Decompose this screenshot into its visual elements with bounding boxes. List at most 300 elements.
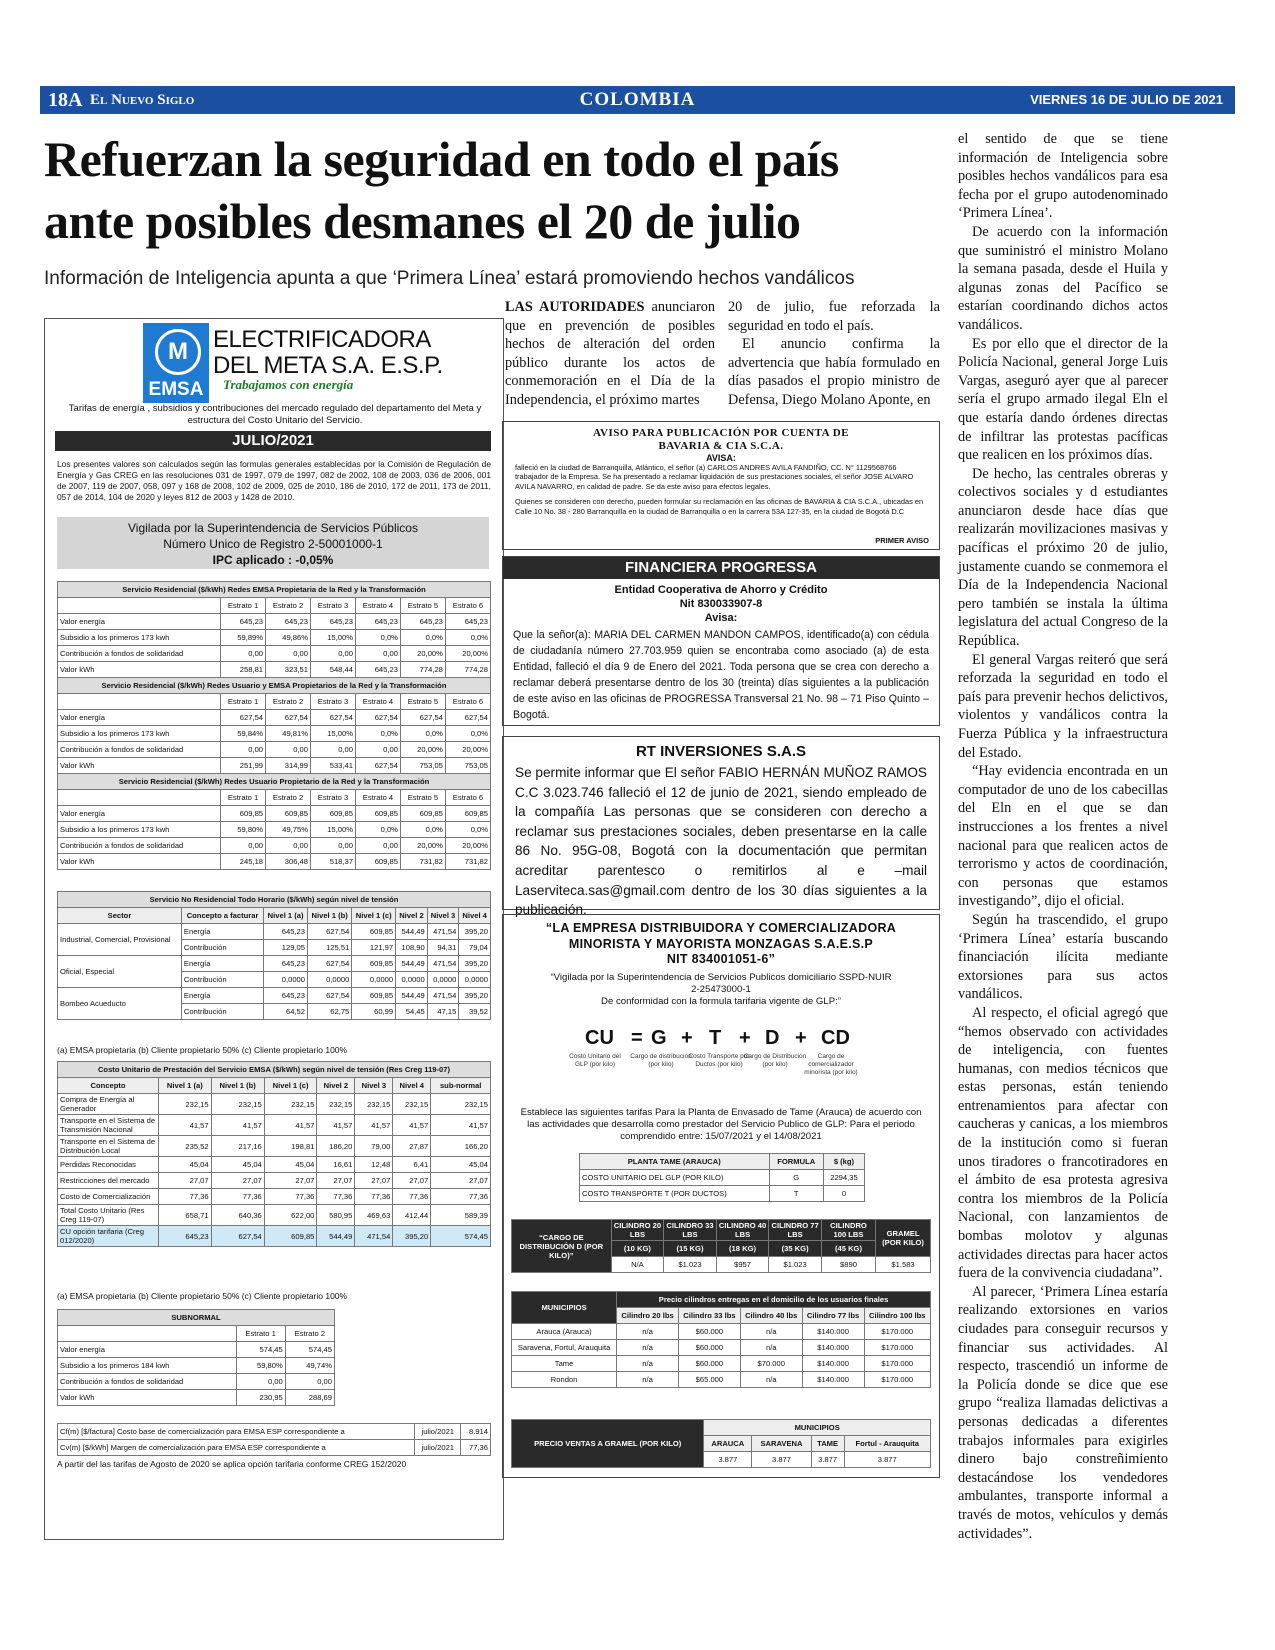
table-header-cell: Estrato 1 xyxy=(221,598,266,614)
page-header-bar xyxy=(40,86,1235,114)
table-row xyxy=(58,806,491,822)
progressa-title: FINANCIERA PROGRESSA xyxy=(503,557,939,579)
table-cell: $60.000 xyxy=(678,1324,740,1340)
table-header-cell: Estrato 4 xyxy=(355,790,400,806)
table-cell: 232,15 xyxy=(211,1094,264,1115)
table-row xyxy=(512,1324,931,1340)
table-cell: 645,23 xyxy=(159,1226,212,1247)
table-cell: n/a xyxy=(617,1356,679,1372)
row-label: Cf(m) [$/factura] Costo base de comercialización para EMSA ESP correspondiente a xyxy=(58,1424,415,1440)
table-cell: 645,23 xyxy=(264,956,308,972)
table-cell: n/a xyxy=(740,1340,802,1356)
table-cell: 217,16 xyxy=(211,1136,264,1157)
table-cell: 15,00% xyxy=(311,726,356,742)
headline-line-1: Refuerzan la seguridad en todo el país xyxy=(44,131,839,187)
table-cell: 27,07 xyxy=(159,1173,212,1189)
table-header-cell: Nivel 3 xyxy=(427,908,459,924)
table-cell: 469,63 xyxy=(355,1205,393,1226)
article-paragraph: De acuerdo con la información que suministró el ministro Molano la semana pasada, desde el Huila y algunas zonas del Pacífico se estarían coordinando dichos actos vandálicos. xyxy=(958,223,1168,333)
table-cell: 77,36 xyxy=(355,1189,393,1205)
row-label: Contribución a fondos de solidaridad xyxy=(58,646,221,662)
table-cell: $170.000 xyxy=(864,1356,930,1372)
cu-legend: (a) EMSA propietaria (b) Cliente propietario 50% (c) Cliente propietario 100% xyxy=(57,1291,348,1301)
table-header-cell: Cilindro 40 lbs xyxy=(740,1308,802,1324)
table-header-cell: Cilindro 100 lbs xyxy=(864,1308,930,1324)
municipio-name: Tame xyxy=(512,1356,617,1372)
municipios-label: MUNICIPIOS xyxy=(512,1292,617,1324)
table-cell: 395,20 xyxy=(459,924,491,940)
table-cell: 609,85 xyxy=(352,956,396,972)
table-cell: $1.023 xyxy=(664,1257,717,1273)
table-header-cell: CILINDRO 100 LBS xyxy=(821,1220,875,1241)
table-header-cell: Estrato 6 xyxy=(445,790,490,806)
distribution-charge-table xyxy=(511,1219,931,1273)
table-cell: 658,71 xyxy=(159,1205,212,1226)
table-cell: 0,0% xyxy=(400,630,445,646)
table-cell: n/a xyxy=(740,1324,802,1340)
table-cell: N/A xyxy=(611,1257,664,1273)
table-cell: $140.000 xyxy=(802,1324,864,1340)
table-cell: 49,86% xyxy=(266,630,311,646)
concept-label: Restricciones del mercado xyxy=(58,1173,159,1189)
concept-label: Transporte en el Sistema de Distribución Local xyxy=(58,1136,159,1157)
table-row xyxy=(58,838,491,854)
table-cell: 412,44 xyxy=(393,1205,431,1226)
table-cell: 39,52 xyxy=(459,1004,491,1020)
bavaria-notice xyxy=(502,421,940,550)
formula-symbol: + xyxy=(795,1027,807,1049)
table-header-cell: Nivel 2 xyxy=(396,908,428,924)
table-cell: 645,23 xyxy=(445,614,490,630)
table-cell: 41,57 xyxy=(159,1115,212,1136)
table-cell: 27,07 xyxy=(317,1173,355,1189)
table-header-cell xyxy=(58,694,221,710)
article-column-3 xyxy=(958,130,1168,1543)
table-cell: 774,28 xyxy=(445,662,490,678)
emsa-vigil-line: Número Unico de Registro 2-50001000-1 xyxy=(163,537,383,551)
period-cell: julio/2021 xyxy=(415,1424,461,1440)
newspaper-name: El Nuevo Siglo xyxy=(90,92,195,108)
row-label: Valor kWh xyxy=(58,662,221,678)
table-cell: 0,00 xyxy=(311,838,356,854)
table-header-cell: FORMULA xyxy=(769,1154,823,1170)
monzagas-title-1: “LA EMPRESA DISTRIBUIDORA Y COMERCIALIZADORA xyxy=(545,921,897,935)
municipio-name: Rondon xyxy=(512,1372,617,1388)
table-row xyxy=(58,1173,491,1189)
table-header-cell: (45 KG) xyxy=(821,1241,875,1257)
table-header-cell: Estrato 4 xyxy=(355,598,400,614)
table-cell: 27,07 xyxy=(431,1173,491,1189)
sector-label: Oficial, Especial xyxy=(58,956,182,988)
table-cell: 395,20 xyxy=(393,1226,431,1247)
table-header-cell: SARAVENA xyxy=(752,1436,811,1452)
table-cell: 0,00 xyxy=(221,838,266,854)
concept-label: Contribución xyxy=(181,940,263,956)
emsa-slogan: Trabajamos con energía xyxy=(223,377,354,392)
cargo-label: “CARGO DE DISTRIBUCIÓN D (POR KILO)” xyxy=(512,1220,612,1273)
table-cell: 645,23 xyxy=(221,614,266,630)
table-header-cell: Nivel 1 (b) xyxy=(308,908,352,924)
table-header-cell: Estrato 1 xyxy=(236,1326,285,1342)
table-cell: 645,23 xyxy=(355,614,400,630)
table-cell: 108,90 xyxy=(396,940,428,956)
table-caption-row xyxy=(58,1062,491,1078)
table-cell: 609,85 xyxy=(355,854,400,870)
table-cell: 395,20 xyxy=(459,956,491,972)
table-cell: 232,15 xyxy=(393,1094,431,1115)
formula-symbol: CD xyxy=(821,1027,850,1049)
planta-table xyxy=(579,1153,865,1202)
table-header-cell: Estrato 5 xyxy=(400,598,445,614)
table-cell: 731,82 xyxy=(400,854,445,870)
table-row xyxy=(58,710,491,726)
table-cell: 0,0000 xyxy=(396,972,428,988)
table-row xyxy=(58,1358,335,1374)
formula-symbol: G xyxy=(651,1027,667,1049)
issue-date: VIERNES 16 DE JULIO DE 2021 xyxy=(1030,92,1223,107)
table-cell: n/a xyxy=(617,1372,679,1388)
table-cell: $65.000 xyxy=(678,1372,740,1388)
emsa-vigilance-box xyxy=(57,517,489,569)
table-cell: $170.000 xyxy=(864,1372,930,1388)
table-cell: 0,00 xyxy=(355,742,400,758)
table-cell: 20,00% xyxy=(445,838,490,854)
table-cell: 2294,35 xyxy=(823,1170,864,1186)
table-cell: 0,0000 xyxy=(264,972,308,988)
table-cell: 609,85 xyxy=(266,806,311,822)
table-cell: 314,99 xyxy=(266,758,311,774)
table-row xyxy=(58,1115,491,1136)
emsa-month: JULIO/2021 xyxy=(55,431,491,451)
progressa-subtitle: Entidad Cooperativa de Ahorro y Crédito xyxy=(614,584,828,596)
table-cell: 622,00 xyxy=(264,1205,317,1226)
row-label: Valor kWh xyxy=(58,1390,237,1406)
table-header-cell: Estrato 5 xyxy=(400,790,445,806)
article-column-2 xyxy=(728,298,940,410)
table-header-cell: Estrato 2 xyxy=(266,790,311,806)
table-cell: 471,54 xyxy=(427,924,459,940)
table-cell: 731,82 xyxy=(445,854,490,870)
table-cell: 627,54 xyxy=(355,758,400,774)
table-cell: 49,75% xyxy=(266,822,311,838)
table-cell: 645,23 xyxy=(311,614,356,630)
formula-symbol: D xyxy=(765,1027,780,1049)
table-cell: 251,99 xyxy=(221,758,266,774)
table-header-cell: CILINDRO 40 LBS xyxy=(716,1220,769,1241)
table-row xyxy=(58,1342,335,1358)
formula-label: Cargo de comercializador minorista (por kilo) xyxy=(804,1053,858,1076)
table-row xyxy=(58,630,491,646)
table-header-cell: (15 KG) xyxy=(664,1241,717,1257)
table-cell: 627,54 xyxy=(266,710,311,726)
table-cell: 3.877 xyxy=(704,1452,752,1468)
table-row xyxy=(58,1440,491,1456)
progressa-nit: Nit 830033907-8 xyxy=(679,598,763,610)
subheadline: Información de Inteligencia apunta a que ‘Primera Línea’ estará promoviendo hechos vandálicos xyxy=(44,268,855,289)
table-row xyxy=(58,854,491,870)
table-header-row xyxy=(512,1220,931,1241)
table-header-cell: $ (kg) xyxy=(823,1154,864,1170)
table-cell: 609,85 xyxy=(400,806,445,822)
headline-line-2: ante posibles desmanes el 20 de julio xyxy=(44,193,801,249)
table-cell: 235,52 xyxy=(159,1136,212,1157)
table-cell: 609,85 xyxy=(355,806,400,822)
table-cell: 548,44 xyxy=(311,662,356,678)
table-cell: 125,51 xyxy=(308,940,352,956)
emsa-name-line-2: DEL META S.A. E.S.P. xyxy=(213,352,443,379)
table-cell: 232,15 xyxy=(159,1094,212,1115)
table-cell: 77,36 xyxy=(393,1189,431,1205)
concept-label: Energía xyxy=(181,924,263,940)
table-cell: 627,54 xyxy=(311,710,356,726)
table-row xyxy=(58,726,491,742)
table-cell: 574,45 xyxy=(431,1226,491,1247)
table-cell: 27,07 xyxy=(393,1173,431,1189)
table-cell: 0,00 xyxy=(355,838,400,854)
table-cell: 20,00% xyxy=(400,646,445,662)
page-number: 18A xyxy=(48,89,83,111)
table-cell: $1.023 xyxy=(769,1257,822,1273)
table-header-row xyxy=(58,598,491,614)
table-cell: 77,36 xyxy=(431,1189,491,1205)
table-cell: 45,04 xyxy=(211,1157,264,1173)
table-header-cell: Cilindro 77 lbs xyxy=(802,1308,864,1324)
bavaria-avisa: AVISA: xyxy=(706,453,736,463)
municipio-name: Saravena, Fortul, Arauquita xyxy=(512,1340,617,1356)
table-cell: 258,81 xyxy=(221,662,266,678)
article-paragraph: 20 de julio, fue reforzada la seguridad en todo el país. xyxy=(728,299,940,334)
concept-label: Compra de Energía al Generador xyxy=(58,1094,159,1115)
table-cell: 41,57 xyxy=(431,1115,491,1136)
formula-symbol: CU xyxy=(585,1027,614,1049)
bavaria-footer: PRIMER AVISO xyxy=(875,536,929,545)
row-label: Valor energía xyxy=(58,806,221,822)
table-header-row xyxy=(580,1154,865,1170)
table-row xyxy=(58,1226,491,1247)
concept-label: Contribución xyxy=(181,1004,263,1020)
table-row xyxy=(580,1186,865,1202)
table-cell: 232,15 xyxy=(264,1094,317,1115)
table-header-cell: Estrato 1 xyxy=(221,694,266,710)
table-cell: 20,00% xyxy=(445,742,490,758)
table-header-row xyxy=(58,694,491,710)
table-caption-row xyxy=(58,774,491,790)
table-cell: $170.000 xyxy=(864,1340,930,1356)
emsa-logo-text: EMSA xyxy=(148,379,204,400)
table-header-cell: Nivel 1 (c) xyxy=(264,1078,317,1094)
table-cell: 627,54 xyxy=(445,710,490,726)
table-cell: 45,04 xyxy=(159,1157,212,1173)
table-cell: 62,75 xyxy=(308,1004,352,1020)
sector-label: Industrial, Comercial, Provisional xyxy=(58,924,182,956)
table-header-cell: Nivel 4 xyxy=(393,1078,431,1094)
table-cell: 580,95 xyxy=(317,1205,355,1226)
row-label: Subsidio a los primeros 173 kwh xyxy=(58,726,221,742)
row-label: Cv(m) [$/kWh] Margen de comercialización para EMSA ESP correspondiente a xyxy=(58,1440,415,1456)
table-cell: 627,54 xyxy=(400,710,445,726)
gramel-label: PRECIO VENTAS A GRAMEL (POR KILO) xyxy=(512,1420,704,1468)
table-cell: 544,49 xyxy=(396,956,428,972)
nores-legend: (a) EMSA propietaria (b) Cliente propietario 50% (c) Cliente propietario 100% xyxy=(57,1045,348,1055)
table-row xyxy=(58,1157,491,1173)
table-cell: 49,74% xyxy=(285,1358,334,1374)
table-cell: 59,80% xyxy=(221,822,266,838)
row-label: Valor energía xyxy=(58,614,221,630)
formula-label: Cargo de distribución (por kilo) xyxy=(630,1053,692,1068)
concept-label: Contribución xyxy=(181,972,263,988)
concept-label: CU opción tarifaria (Creg 012/2020) xyxy=(58,1226,159,1247)
monzagas-formula-intro: De conformidad con la formula tarifaria vigente de GLP:” xyxy=(601,995,841,1007)
subnormal-table xyxy=(57,1309,335,1406)
table-row xyxy=(58,1374,335,1390)
table-header-cell: ARAUCA xyxy=(704,1436,752,1452)
table-cell: 627,54 xyxy=(355,710,400,726)
table-caption: Precio cilindros entregas en el domicilio de los usuarios finales xyxy=(617,1292,931,1308)
table-caption: Servicio Residencial ($/kWh) Redes Usuario Propietario de la Red y la Transformación xyxy=(58,774,491,790)
bavaria-title-2: BAVARIA & CIA S.C.A. xyxy=(658,440,784,452)
table-cell: 20,00% xyxy=(445,646,490,662)
row-label: Subsidio a los primeros 184 kwh xyxy=(58,1358,237,1374)
value-cell: 77,36 xyxy=(461,1440,491,1456)
table-cell: 166,20 xyxy=(431,1136,491,1157)
article-paragraph: Al parecer, ‘Primera Línea estaría realizando extorsiones en varios ciudades para conseguir recursos y financiar sus actividades. Al respecto, trascendió un informe de la Policía donde se dice que ese grupo “realiza llamadas delictivas a personas dedicadas a diferentes trabajos informales para exigirles dinero bajo constreñimiento destacándose los vendedores ambulantes, transporte informal a través de motos, vehículos y demás actividades”. xyxy=(958,1283,1168,1542)
article-col1-text: anunciaron que en prevención de posibles hechos de alteración del orden público durante los actos de conmemoración en el Día de la Independencia, el próximo martes xyxy=(505,299,715,408)
table-cell: 645,23 xyxy=(264,924,308,940)
table-caption-row xyxy=(58,678,491,694)
table-row xyxy=(512,1356,931,1372)
emsa-logo xyxy=(143,323,209,403)
table-header-row xyxy=(58,1326,335,1342)
table-cell: 0,00 xyxy=(311,646,356,662)
article-paragraph: El anuncio confirma la advertencia que había formulado en días pasados el propio ministro de Defensa, Diego Molano Aponte, en xyxy=(728,336,940,408)
table-cell: 27,87 xyxy=(393,1136,431,1157)
table-cell: 627,54 xyxy=(308,924,352,940)
table-cell: 79,04 xyxy=(459,940,491,956)
table-cell: 41,57 xyxy=(264,1115,317,1136)
table-header-cell: Estrato 2 xyxy=(266,598,311,614)
table-cell: 288,69 xyxy=(285,1390,334,1406)
table-header-cell xyxy=(58,790,221,806)
rt-inversiones-notice xyxy=(502,736,940,918)
table-cell: 574,45 xyxy=(236,1342,285,1358)
table-cell: 27,07 xyxy=(211,1173,264,1189)
table-header-cell: Nivel 2 xyxy=(317,1078,355,1094)
table-row xyxy=(512,1372,931,1388)
emsa-ipc: IPC aplicado : -0,05% xyxy=(212,553,334,567)
table-cell: 232,15 xyxy=(431,1094,491,1115)
table-row xyxy=(58,646,491,662)
table-cell: 41,57 xyxy=(355,1115,393,1136)
table-caption: SUBNORMAL xyxy=(58,1310,335,1326)
bavaria-body-1: falleció en la ciudad de Barranquilla, Atlántico, el señor (a) CARLOS ANDRES AVILA FANDIÑO, CC. N° 1129568766 trabajador de la Empresa. Se ha presentado a reclamar liquidación de sus prestaciones sociales, el señor JOSE ALVARO AVILA NAVARRO, en calidad de padre. Se da este aviso para efectos legales. xyxy=(515,463,914,491)
table-cell: $140.000 xyxy=(802,1340,864,1356)
table-cell: 0,0000 xyxy=(308,972,352,988)
formula-symbol: + xyxy=(681,1027,693,1049)
article-paragraph: De hecho, las centrales obreras y colectivos sociales y d estudiantes anunciaron desde hace días que realizarán movilizaciones masivas y pacíficas el próximo 20 de julio, justamente cuando se conmemora el Día de la Independencia Nacional pero también se instala la última legislatura del actual Congreso de la República. xyxy=(958,465,1168,650)
gramel-price-table xyxy=(511,1419,931,1468)
row-label: Subsidio a los primeros 173 kwh xyxy=(58,822,221,838)
table-row xyxy=(58,1424,491,1440)
table-cell: 609,85 xyxy=(264,1226,317,1247)
table-header-row xyxy=(58,1078,491,1094)
table-row xyxy=(580,1170,865,1186)
article-paragraph: Al respecto, el oficial agregó que “hemos observado con actividades de inteligencia, con fuentes humanas, con medios técnicos que estas personas, están teniendo entrenamientos para afectar con caucheras y canicas, a los miembros de la institución como si fueran unos tiradores o francotiradores en el ámbito de esa protesta agresiva contra los miembros de la Policía Nacional, con lanzamientos de bombas molotov y algunas actividades directas para hacer actos fuera de la convivencia ciudadana”. xyxy=(958,1004,1168,1282)
row-label: Valor kWh xyxy=(58,758,221,774)
table-row xyxy=(58,1189,491,1205)
table-cell: 77,36 xyxy=(211,1189,264,1205)
table-caption: Costo Unitario de Prestación del Servicio EMSA ($/kWh) según nivel de tensión (Res Creg 119-07) xyxy=(58,1062,491,1078)
article-paragraph: Según ha trascendido, el grupo ‘Primera Línea’ estaría buscando financiación ilícita mediante extorsiones para sus actos vandálicos. xyxy=(958,911,1168,1003)
table-cell: 77,36 xyxy=(159,1189,212,1205)
table-caption-row xyxy=(512,1420,931,1436)
table-cell: 753,05 xyxy=(445,758,490,774)
table-cell: 15,00% xyxy=(311,630,356,646)
table-cell: 544,49 xyxy=(317,1226,355,1247)
table-cell: 323,51 xyxy=(266,662,311,678)
table-header-cell: Nivel 1 (b) xyxy=(211,1078,264,1094)
residential-tariff-table xyxy=(57,581,491,870)
sector-label: Bombeo Acueducto xyxy=(58,988,182,1020)
emsa-intro: Tarifas de energía , subsidios y contribuciones del mercado regulado del departamento del Meta y estructura del Costo Unitario del Servicio. xyxy=(68,403,482,426)
table-cell: 232,15 xyxy=(355,1094,393,1115)
formula-label: Cargo de Distribución (por kilo) xyxy=(743,1053,807,1068)
table-cell: 0,0% xyxy=(355,726,400,742)
progressa-notice xyxy=(502,556,940,726)
table-header-cell: Estrato 3 xyxy=(311,790,356,806)
table-row xyxy=(58,1136,491,1157)
table-cell: 6,41 xyxy=(393,1157,431,1173)
table-cell: 609,85 xyxy=(445,806,490,822)
formula-symbol: + xyxy=(739,1027,751,1049)
table-caption: Servicio No Residencial Todo Horario ($/kWh) según nivel de tensión xyxy=(58,892,491,908)
table-cell: 753,05 xyxy=(400,758,445,774)
table-cell: G xyxy=(769,1170,823,1186)
table-cell: 59,84% xyxy=(221,726,266,742)
table-cell: 232,15 xyxy=(317,1094,355,1115)
table-cell: 627,54 xyxy=(211,1226,264,1247)
table-cell: 645,23 xyxy=(266,614,311,630)
table-row xyxy=(58,1205,491,1226)
concept-label: Costo de Comercialización xyxy=(58,1189,159,1205)
table-cell: 0,00 xyxy=(221,742,266,758)
table-header-cell: Nivel 1 (a) xyxy=(159,1078,212,1094)
formula-label: Costo Transporte por Ductos (por kilo) xyxy=(688,1053,750,1068)
table-cell: 77,36 xyxy=(317,1189,355,1205)
table-cell: 544,49 xyxy=(396,988,428,1004)
table-cell: $60.000 xyxy=(678,1340,740,1356)
table-cell: 0,00 xyxy=(355,646,400,662)
article-paragraph: el sentido de que se tiene información de Inteligencia sobre posibles hechos vandálicos para esa fecha por el grupo autodenominado ‘Primera Línea’. xyxy=(958,131,1168,222)
table-header-cell: Estrato 2 xyxy=(266,694,311,710)
table-cell: 0,00 xyxy=(285,1374,334,1390)
table-cell: 0,00 xyxy=(221,646,266,662)
table-header-cell: Nivel 1 (c) xyxy=(352,908,396,924)
monzagas-vigil-code: 2-25473000-1 xyxy=(691,983,751,995)
section-name: COLOMBIA xyxy=(579,89,696,110)
table-cell: 0,0000 xyxy=(427,972,459,988)
table-cell: 16,61 xyxy=(317,1157,355,1173)
table-header-cell: Cilindro 33 lbs xyxy=(678,1308,740,1324)
table-cell: 59,80% xyxy=(236,1358,285,1374)
table-cell: 645,23 xyxy=(355,662,400,678)
article-paragraph: Es por ello que el director de la Policía Nacional, general Jorge Luis Vargas, aseguró ayer que al parecer sería el grupo armado ilegal Eln el que estaría dando órdenes directas de infiltrar las protestas pacíficas que realicen en los próximos días. xyxy=(958,335,1168,464)
article-column-1 xyxy=(505,298,715,410)
table-cell: 15,00% xyxy=(311,822,356,838)
concept-label: Energía xyxy=(181,956,263,972)
commercialization-table xyxy=(57,1423,491,1456)
monzagas-title-2: MINORISTA Y MAYORISTA MONZAGAS S.A.E.S.P xyxy=(568,936,874,951)
progressa-body: Que la señor(a): MARIA DEL CARMEN MANDON CAMPOS, identificado(a) con cédula de ciudadanía número 27.703.959 quien se encontraba como asociado (a) de esta Entidad, falleció el día 9 de Enero del 2021. Toda persona que se crea con derecho a reclamar deberá presentarse dentro de los 30 (treinta) días siguientes a la publicación de este aviso en las oficinas de PROGRESSA Transversal 21 No. 98 – 71 Piso Quinto – Bogotá. xyxy=(513,629,929,721)
